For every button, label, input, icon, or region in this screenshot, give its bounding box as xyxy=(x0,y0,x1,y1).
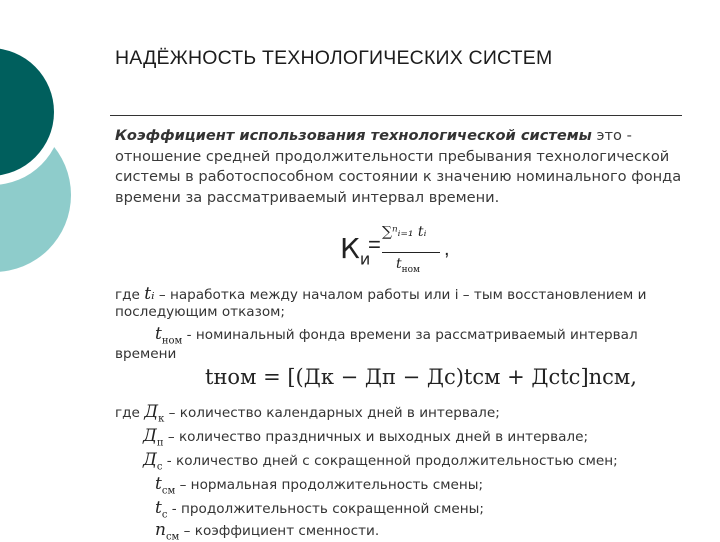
tnom-line: $t_{ном}$ - номинальный фонда времени за рассматриваемый интервал xyxy=(155,324,638,347)
def-tcm: $t_{см}$ – нормальная продолжительность смены; xyxy=(155,474,484,497)
where-ti-line: где tᵢ – наработка между началом работы или i – тым восстановлением и xyxy=(115,284,647,304)
formula-denominator: $t_{ном}$ xyxy=(396,256,421,275)
utilization-formula xyxy=(340,220,500,280)
def-ncm: $n_{см}$ – коэффициент сменности. xyxy=(155,520,380,542)
fraction-bar xyxy=(382,252,440,253)
def-dc: $Д_c$ - количество дней с сокращенной продолжительностью смен; xyxy=(143,450,618,473)
def-tc: $t_c$ - продолжительность сокращенной смены; xyxy=(155,498,484,521)
definition-text: это - отношение средней продолжительности пребывания технологической системы в работоспособном состоянии к значению номинального фонда времени за рассматриваемый интервал времени. xyxy=(115,127,682,206)
definition-term: Коэффициент использования технологической системы xyxy=(115,127,592,144)
formula-equals: = xyxy=(368,232,381,257)
formula-lhs: $К_и$ xyxy=(340,232,371,269)
where-ti-cont: последующим отказом; xyxy=(115,304,285,320)
def-dp: $Д_п$ – количество праздничных и выходных дней в интервале; xyxy=(143,426,589,449)
formula-numerator: ∑ⁿᵢ₌₁ tᵢ xyxy=(382,224,427,240)
definition-paragraph xyxy=(115,126,685,208)
slide-title: НАДЁЖНОСТЬ ТЕХНОЛОГИЧЕСКИХ СИСТЕМ xyxy=(115,47,553,69)
nominal-fund-formula: tном = [(Дк − Дп − Дс)tсм + Дсtс]nсм, xyxy=(205,365,637,389)
tnom-cont: времени xyxy=(115,346,177,362)
def-dk: где $Д_к$ – количество календарных дней в интервале; xyxy=(115,402,500,425)
formula-comma: , xyxy=(444,238,450,260)
